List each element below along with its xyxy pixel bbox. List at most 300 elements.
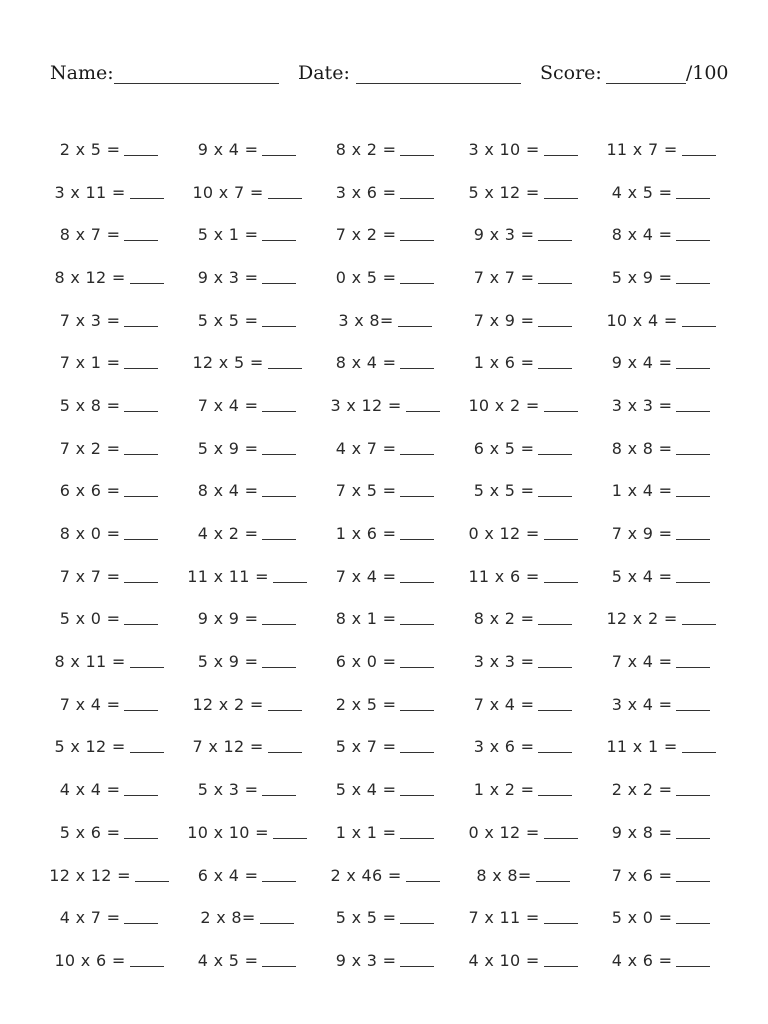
problem-text: 7 x 4 = xyxy=(59,694,121,714)
answer-blank[interactable] xyxy=(400,527,434,540)
problem-text: 12 x 2 = xyxy=(192,694,264,714)
answer-blank[interactable] xyxy=(676,783,710,796)
problem-text: 9 x 3 = xyxy=(197,267,259,287)
answer-blank[interactable] xyxy=(538,271,572,284)
problem-item xyxy=(178,567,316,586)
problem-text: 5 x 5 = xyxy=(473,481,535,501)
problem-item xyxy=(316,140,454,159)
answer-blank[interactable] xyxy=(544,143,578,156)
problem-item xyxy=(592,737,730,756)
problem-text: 4 x 7 = xyxy=(59,908,121,928)
answer-blank[interactable] xyxy=(262,228,296,241)
answer-blank[interactable] xyxy=(544,911,578,924)
answer-blank[interactable] xyxy=(682,740,716,753)
problem-text: 7 x 4 = xyxy=(197,395,259,415)
date-line[interactable] xyxy=(356,63,521,84)
problem-item xyxy=(178,524,316,543)
problem-row xyxy=(40,299,730,342)
answer-blank[interactable] xyxy=(124,314,158,327)
problem-item xyxy=(592,396,730,415)
worksheet-header xyxy=(50,62,740,92)
problem-row xyxy=(40,854,730,897)
problem-text: 2 x 5 = xyxy=(335,694,397,714)
answer-blank[interactable] xyxy=(124,442,158,455)
answer-blank[interactable] xyxy=(400,826,434,839)
answer-blank[interactable] xyxy=(268,698,302,711)
problem-item xyxy=(316,353,454,372)
problem-text: 9 x 3 = xyxy=(335,950,397,970)
problem-item xyxy=(316,737,454,756)
problem-item xyxy=(178,908,316,927)
answer-blank[interactable] xyxy=(124,612,158,625)
problem-text: 11 x 11 = xyxy=(187,566,269,586)
answer-blank[interactable] xyxy=(268,356,302,369)
answer-blank[interactable] xyxy=(262,954,296,967)
problem-item xyxy=(454,481,592,500)
problem-item xyxy=(316,183,454,202)
problem-item xyxy=(316,866,454,885)
answer-blank[interactable] xyxy=(124,143,158,156)
answer-blank[interactable] xyxy=(676,869,710,882)
problem-text: 4 x 4 = xyxy=(59,780,121,800)
problem-text: 10 x 2 = xyxy=(468,395,540,415)
problem-item xyxy=(316,481,454,500)
problem-text: 3 x 11 = xyxy=(54,182,126,202)
answer-blank[interactable] xyxy=(676,698,710,711)
answer-blank[interactable] xyxy=(682,143,716,156)
problem-item xyxy=(316,524,454,543)
answer-blank[interactable] xyxy=(400,783,434,796)
problem-text: 8 x 1 = xyxy=(335,609,397,629)
answer-blank[interactable] xyxy=(262,484,296,497)
problem-text: 2 x 2 = xyxy=(611,780,673,800)
answer-blank[interactable] xyxy=(268,740,302,753)
answer-blank[interactable] xyxy=(273,570,307,583)
problem-row xyxy=(40,341,730,384)
problem-item xyxy=(592,481,730,500)
problem-row xyxy=(40,598,730,641)
problem-text: 7 x 6 = xyxy=(611,865,673,885)
problem-item xyxy=(40,268,178,287)
problem-item xyxy=(316,225,454,244)
answer-blank[interactable] xyxy=(538,783,572,796)
answer-blank[interactable] xyxy=(130,954,164,967)
problem-item xyxy=(178,780,316,799)
problem-row xyxy=(40,427,730,470)
problem-text: 2 x 8= xyxy=(200,908,256,928)
problem-item xyxy=(316,823,454,842)
answer-blank[interactable] xyxy=(676,527,710,540)
problem-item xyxy=(454,353,592,372)
problem-item xyxy=(178,695,316,714)
problem-row xyxy=(40,512,730,555)
answer-blank[interactable] xyxy=(262,271,296,284)
problem-text: 7 x 9 = xyxy=(611,524,673,544)
problem-text: 8 x 2 = xyxy=(335,139,397,159)
problem-item xyxy=(40,567,178,586)
problem-item xyxy=(178,268,316,287)
answer-blank[interactable] xyxy=(544,527,578,540)
problem-text: 6 x 5 = xyxy=(473,438,535,458)
answer-blank[interactable] xyxy=(130,186,164,199)
answer-blank[interactable] xyxy=(262,442,296,455)
problem-item xyxy=(40,737,178,756)
answer-blank[interactable] xyxy=(538,314,572,327)
problem-item xyxy=(40,823,178,842)
problem-item xyxy=(316,908,454,927)
problem-text: 8 x 4 = xyxy=(197,481,259,501)
problem-item xyxy=(454,311,592,330)
problem-text: 9 x 8 = xyxy=(611,822,673,842)
problem-text: 7 x 4 = xyxy=(473,694,535,714)
problem-item xyxy=(454,140,592,159)
problem-item xyxy=(454,737,592,756)
problem-text: 9 x 9 = xyxy=(197,609,259,629)
problem-item xyxy=(454,524,592,543)
problem-item xyxy=(592,695,730,714)
problem-text: 3 x 10 = xyxy=(468,139,540,159)
score-line[interactable] xyxy=(606,63,686,84)
answer-blank[interactable] xyxy=(262,399,296,412)
answer-blank[interactable] xyxy=(538,356,572,369)
problem-text: 3 x 12 = xyxy=(330,395,402,415)
problem-item xyxy=(316,268,454,287)
problem-text: 6 x 6 = xyxy=(59,481,121,501)
name-label: Name: xyxy=(50,62,114,84)
problem-text: 7 x 11 = xyxy=(468,908,540,928)
answer-blank[interactable] xyxy=(544,826,578,839)
problem-text: 7 x 5 = xyxy=(335,481,397,501)
problem-item xyxy=(40,652,178,671)
answer-blank[interactable] xyxy=(676,570,710,583)
problem-item xyxy=(454,609,592,628)
problem-item xyxy=(40,353,178,372)
answer-blank[interactable] xyxy=(544,570,578,583)
answer-blank[interactable] xyxy=(262,527,296,540)
problem-item xyxy=(178,225,316,244)
problem-item xyxy=(178,140,316,159)
answer-blank[interactable] xyxy=(400,954,434,967)
problem-text: 10 x 7 = xyxy=(192,182,264,202)
problem-text: 11 x 7 = xyxy=(606,139,678,159)
problem-text: 7 x 1 = xyxy=(59,353,121,373)
problem-text: 3 x 3 = xyxy=(473,652,535,672)
problem-text: 9 x 3 = xyxy=(473,225,535,245)
answer-blank[interactable] xyxy=(262,314,296,327)
answer-blank[interactable] xyxy=(400,698,434,711)
problem-item xyxy=(178,866,316,885)
problem-item xyxy=(592,780,730,799)
answer-blank[interactable] xyxy=(538,740,572,753)
problem-item xyxy=(316,780,454,799)
answer-blank[interactable] xyxy=(124,783,158,796)
answer-blank[interactable] xyxy=(400,356,434,369)
problem-item xyxy=(40,396,178,415)
problem-text: 5 x 9 = xyxy=(197,652,259,672)
problem-item xyxy=(40,951,178,970)
answer-blank[interactable] xyxy=(262,655,296,668)
answer-blank[interactable] xyxy=(130,271,164,284)
answer-blank[interactable] xyxy=(682,612,716,625)
problem-text: 12 x 12 = xyxy=(49,865,131,885)
problem-text: 5 x 5 = xyxy=(335,908,397,928)
problem-row xyxy=(40,726,730,769)
answer-blank[interactable] xyxy=(262,869,296,882)
answer-blank[interactable] xyxy=(124,911,158,924)
problem-text: 4 x 7 = xyxy=(335,438,397,458)
problem-item xyxy=(40,866,178,885)
problem-text: 1 x 6 = xyxy=(335,524,397,544)
problem-item xyxy=(592,140,730,159)
problem-text: 5 x 12 = xyxy=(468,182,540,202)
answer-blank[interactable] xyxy=(676,655,710,668)
problem-item xyxy=(592,311,730,330)
problem-item xyxy=(316,439,454,458)
name-field[interactable] xyxy=(50,62,279,84)
problem-text: 7 x 7 = xyxy=(59,566,121,586)
score-total: /100 xyxy=(685,62,729,84)
problem-item xyxy=(592,609,730,628)
date-field[interactable] xyxy=(298,62,521,84)
problem-text: 8 x 4 = xyxy=(611,225,673,245)
problem-text: 8 x 8 = xyxy=(611,438,673,458)
answer-blank[interactable] xyxy=(676,484,710,497)
problem-text: 5 x 12 = xyxy=(54,737,126,757)
problem-text: 4 x 2 = xyxy=(197,524,259,544)
answer-blank[interactable] xyxy=(538,442,572,455)
problem-item xyxy=(454,268,592,287)
problem-text: 7 x 9 = xyxy=(473,310,535,330)
problem-grid xyxy=(40,128,730,982)
problem-item xyxy=(454,866,592,885)
answer-blank[interactable] xyxy=(676,271,710,284)
answer-blank[interactable] xyxy=(400,911,434,924)
answer-blank[interactable] xyxy=(544,954,578,967)
answer-blank[interactable] xyxy=(135,869,169,882)
problem-item xyxy=(592,225,730,244)
problem-text: 5 x 3 = xyxy=(197,780,259,800)
problem-row xyxy=(40,939,730,982)
problem-item xyxy=(178,737,316,756)
problem-item xyxy=(316,609,454,628)
problem-row xyxy=(40,555,730,598)
problem-text: 1 x 2 = xyxy=(473,780,535,800)
problem-item xyxy=(40,780,178,799)
answer-blank[interactable] xyxy=(400,740,434,753)
answer-blank[interactable] xyxy=(676,911,710,924)
problem-item xyxy=(592,183,730,202)
score-field[interactable] xyxy=(540,62,729,84)
problem-text: 11 x 1 = xyxy=(606,737,678,757)
answer-blank[interactable] xyxy=(400,484,434,497)
answer-blank[interactable] xyxy=(124,570,158,583)
date-label: Date: xyxy=(298,62,350,84)
problem-text: 10 x 10 = xyxy=(187,822,269,842)
problem-text: 0 x 5 = xyxy=(335,267,397,287)
answer-blank[interactable] xyxy=(676,442,710,455)
problem-text: 9 x 4 = xyxy=(611,353,673,373)
answer-blank[interactable] xyxy=(538,484,572,497)
problem-text: 5 x 6 = xyxy=(59,822,121,842)
answer-blank[interactable] xyxy=(400,143,434,156)
problem-row xyxy=(40,896,730,939)
problem-text: 5 x 4 = xyxy=(611,566,673,586)
answer-blank[interactable] xyxy=(124,399,158,412)
answer-blank[interactable] xyxy=(268,186,302,199)
problem-item xyxy=(454,439,592,458)
answer-blank[interactable] xyxy=(400,655,434,668)
problem-item xyxy=(316,695,454,714)
problem-item xyxy=(178,652,316,671)
answer-blank[interactable] xyxy=(124,527,158,540)
answer-blank[interactable] xyxy=(400,228,434,241)
problem-text: 0 x 12 = xyxy=(468,524,540,544)
problem-row xyxy=(40,256,730,299)
problem-text: 2 x 46 = xyxy=(330,865,402,885)
answer-blank[interactable] xyxy=(538,655,572,668)
problem-text: 7 x 2 = xyxy=(59,438,121,458)
problem-item xyxy=(316,652,454,671)
answer-blank[interactable] xyxy=(538,612,572,625)
problem-item xyxy=(178,823,316,842)
problem-item xyxy=(592,567,730,586)
answer-blank[interactable] xyxy=(676,399,710,412)
answer-blank[interactable] xyxy=(130,740,164,753)
problem-text: 12 x 2 = xyxy=(606,609,678,629)
problem-text: 4 x 6 = xyxy=(611,950,673,970)
answer-blank[interactable] xyxy=(538,228,572,241)
answer-blank[interactable] xyxy=(400,442,434,455)
problem-row xyxy=(40,171,730,214)
problem-item xyxy=(454,567,592,586)
problem-item xyxy=(178,439,316,458)
problem-item xyxy=(178,183,316,202)
problem-item xyxy=(40,225,178,244)
problem-row xyxy=(40,768,730,811)
problem-item xyxy=(592,908,730,927)
problem-text: 10 x 6 = xyxy=(54,950,126,970)
problem-item xyxy=(40,439,178,458)
problem-text: 1 x 1 = xyxy=(335,822,397,842)
problem-text: 5 x 8 = xyxy=(59,395,121,415)
answer-blank[interactable] xyxy=(676,954,710,967)
problem-text: 3 x 8= xyxy=(338,310,394,330)
problem-row xyxy=(40,128,730,171)
problem-item xyxy=(40,609,178,628)
answer-blank[interactable] xyxy=(400,570,434,583)
problem-item xyxy=(592,524,730,543)
answer-blank[interactable] xyxy=(262,612,296,625)
problem-text: 3 x 6 = xyxy=(335,182,397,202)
answer-blank[interactable] xyxy=(124,484,158,497)
problem-item xyxy=(178,481,316,500)
problem-item xyxy=(454,780,592,799)
problem-item xyxy=(40,695,178,714)
answer-blank[interactable] xyxy=(544,186,578,199)
problem-text: 5 x 0 = xyxy=(59,609,121,629)
answer-blank[interactable] xyxy=(406,399,440,412)
problem-text: 7 x 12 = xyxy=(192,737,264,757)
problem-text: 1 x 4 = xyxy=(611,481,673,501)
problem-text: 3 x 4 = xyxy=(611,694,673,714)
answer-blank[interactable] xyxy=(124,826,158,839)
answer-blank[interactable] xyxy=(124,228,158,241)
problem-item xyxy=(592,439,730,458)
problem-text: 4 x 5 = xyxy=(197,950,259,970)
answer-blank[interactable] xyxy=(400,612,434,625)
problem-item xyxy=(316,396,454,415)
answer-blank[interactable] xyxy=(676,826,710,839)
problem-item xyxy=(178,951,316,970)
problem-text: 3 x 6 = xyxy=(473,737,535,757)
problem-item xyxy=(592,951,730,970)
answer-blank[interactable] xyxy=(676,356,710,369)
problem-item xyxy=(316,951,454,970)
problem-text: 7 x 4 = xyxy=(611,652,673,672)
problem-text: 7 x 4 = xyxy=(335,566,397,586)
score-label: Score: xyxy=(540,62,602,84)
problem-item xyxy=(454,951,592,970)
problem-item xyxy=(454,396,592,415)
problem-text: 11 x 6 = xyxy=(468,566,540,586)
problem-item xyxy=(178,353,316,372)
answer-blank[interactable] xyxy=(124,356,158,369)
answer-blank[interactable] xyxy=(544,399,578,412)
problem-text: 5 x 5 = xyxy=(197,310,259,330)
problem-item xyxy=(454,908,592,927)
answer-blank[interactable] xyxy=(400,186,434,199)
answer-blank[interactable] xyxy=(400,271,434,284)
problem-row xyxy=(40,683,730,726)
problem-text: 5 x 7 = xyxy=(335,737,397,757)
problem-text: 8 x 12 = xyxy=(54,267,126,287)
answer-blank[interactable] xyxy=(538,698,572,711)
problem-item xyxy=(592,652,730,671)
answer-blank[interactable] xyxy=(262,783,296,796)
problem-text: 7 x 7 = xyxy=(473,267,535,287)
problem-text: 2 x 5 = xyxy=(59,139,121,159)
answer-blank[interactable] xyxy=(398,314,432,327)
problem-text: 5 x 4 = xyxy=(335,780,397,800)
name-line[interactable] xyxy=(114,63,279,84)
problem-text: 0 x 12 = xyxy=(468,822,540,842)
answer-blank[interactable] xyxy=(273,826,307,839)
answer-blank[interactable] xyxy=(682,314,716,327)
problem-item xyxy=(454,652,592,671)
problem-row xyxy=(40,213,730,256)
problem-text: 8 x 8= xyxy=(476,865,532,885)
answer-blank[interactable] xyxy=(676,186,710,199)
problem-text: 7 x 3 = xyxy=(59,310,121,330)
problem-text: 5 x 9 = xyxy=(197,438,259,458)
answer-blank[interactable] xyxy=(130,655,164,668)
problem-row xyxy=(40,811,730,854)
problem-item xyxy=(40,481,178,500)
answer-blank[interactable] xyxy=(262,143,296,156)
problem-item xyxy=(40,524,178,543)
answer-blank[interactable] xyxy=(124,698,158,711)
answer-blank[interactable] xyxy=(406,869,440,882)
problem-text: 9 x 4 = xyxy=(197,139,259,159)
problem-item xyxy=(316,311,454,330)
problem-text: 4 x 10 = xyxy=(468,950,540,970)
problem-item xyxy=(454,183,592,202)
answer-blank[interactable] xyxy=(260,911,294,924)
problem-text: 6 x 0 = xyxy=(335,652,397,672)
answer-blank[interactable] xyxy=(676,228,710,241)
answer-blank[interactable] xyxy=(536,869,570,882)
problem-item xyxy=(40,908,178,927)
